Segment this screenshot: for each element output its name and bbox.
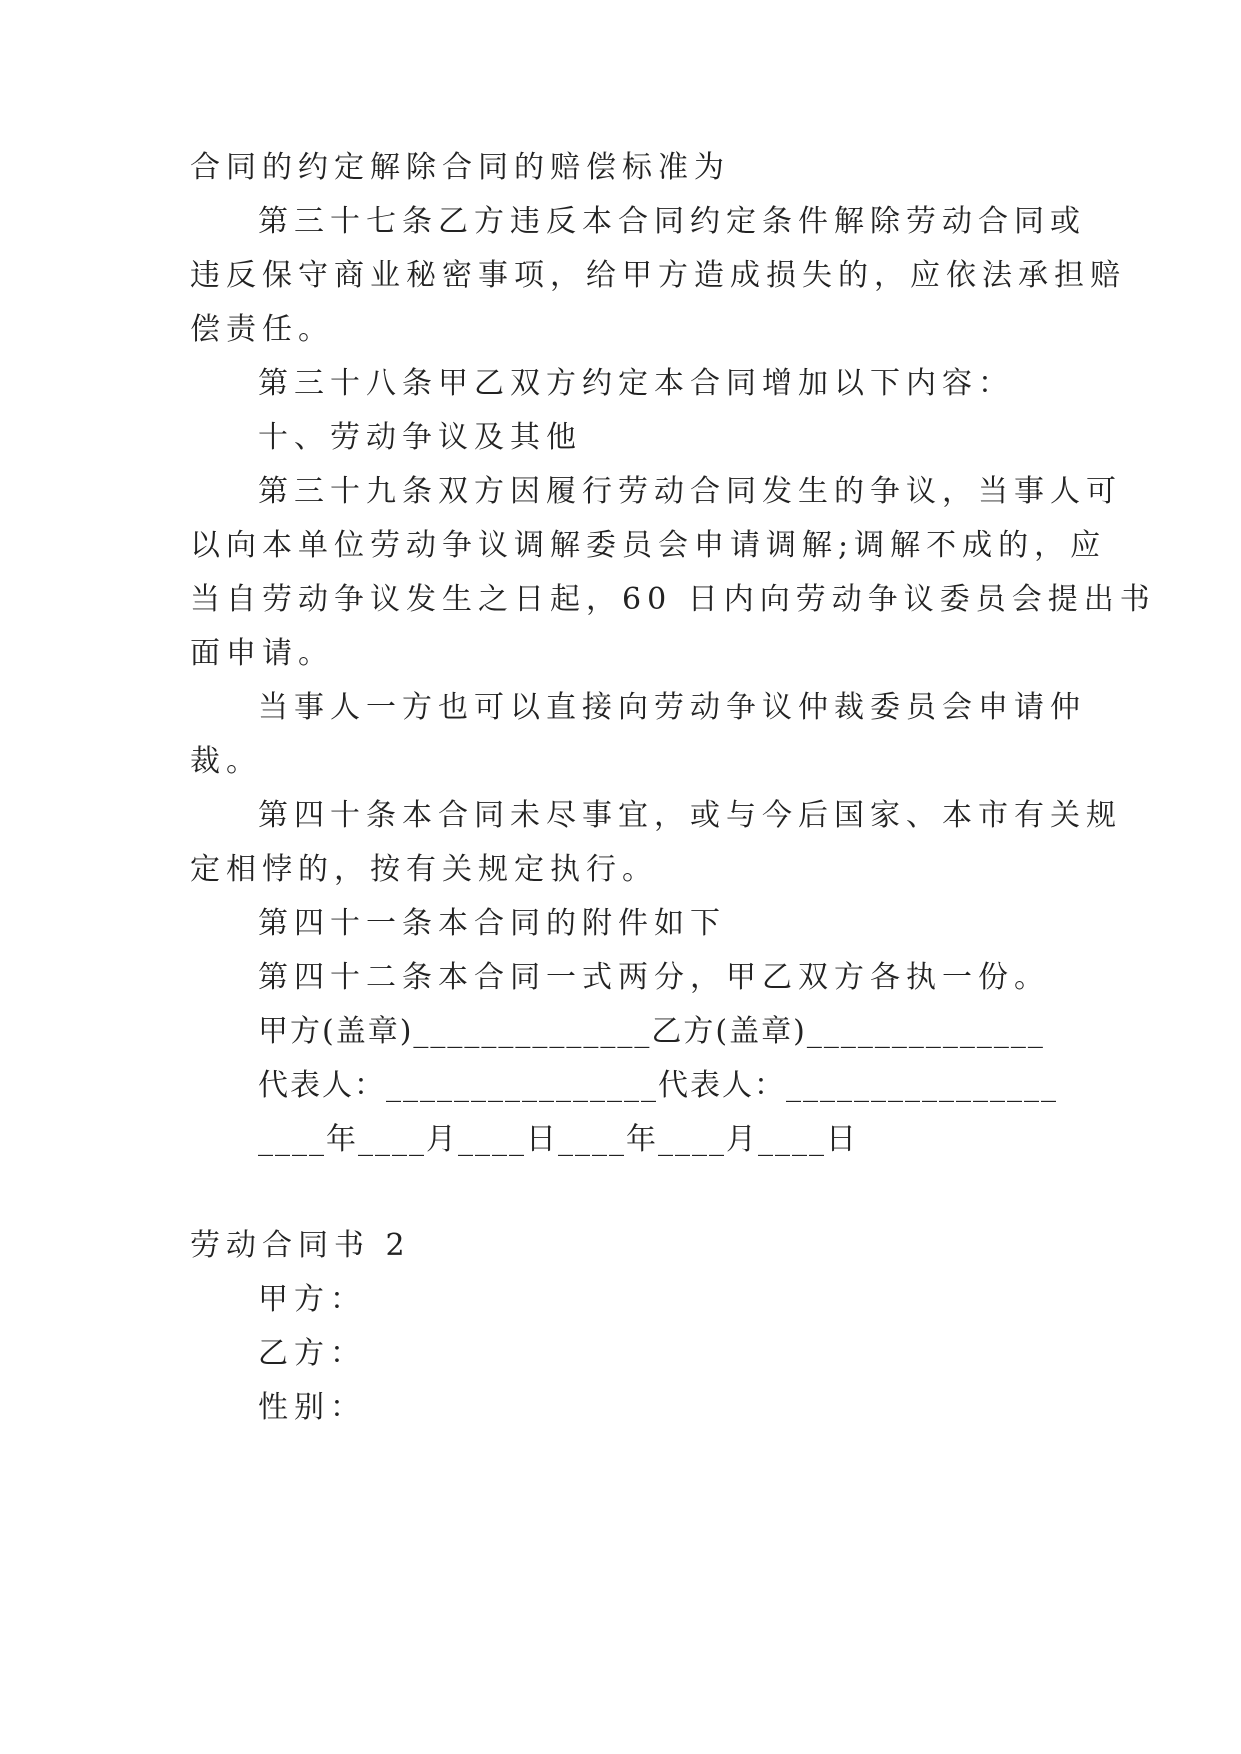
paragraph-line: 当事人一方也可以直接向劳动争议仲裁委员会申请仲 xyxy=(258,690,1086,725)
paragraph-line: 合同的约定解除合同的赔偿标准为 xyxy=(190,150,730,185)
clause-37-line: 第三十七条乙方违反本合同约定条件解除劳动合同或 xyxy=(258,204,1086,239)
clause-37-line: 违反保守商业秘密事项，给甲方造成损失的，应依法承担赔 xyxy=(190,258,1126,293)
party-a-label: 甲方： xyxy=(258,1282,366,1317)
signature-representative-line: 代表人：________________代表人：________________ xyxy=(258,1068,1058,1103)
clause-41-line: 第四十一条本合同的附件如下 xyxy=(258,906,726,941)
section-heading: 十、劳动争议及其他 xyxy=(258,420,582,455)
clause-39-line: 面申请。 xyxy=(190,636,334,671)
clause-40-line: 定相悖的，按有关规定执行。 xyxy=(190,852,658,887)
clause-42-line: 第四十二条本合同一式两分，甲乙双方各执一份。 xyxy=(258,960,1050,995)
clause-39-line: 以向本单位劳动争议调解委员会申请调解;调解不成的，应 xyxy=(190,528,1107,563)
party-b-label: 乙方： xyxy=(258,1336,366,1371)
clause-39-line: 第三十九条双方因履行劳动合同发生的争议，当事人可 xyxy=(258,474,1122,509)
document-title: 劳动合同书 2 xyxy=(190,1228,411,1263)
paragraph-line: 裁。 xyxy=(190,744,262,779)
clause-39-line: 当自劳动争议发生之日起，60 日内向劳动争议委员会提出书 xyxy=(190,582,1156,617)
gender-label: 性别： xyxy=(258,1390,366,1425)
clause-40-line: 第四十条本合同未尽事宜，或与今后国家、本市有关规 xyxy=(258,798,1122,833)
signature-seal-line: 甲方(盖章)______________乙方(盖章)______________ xyxy=(258,1014,1045,1049)
signature-date-line: ____年____月____日____年____月____日 xyxy=(258,1122,858,1157)
clause-37-line: 偿责任。 xyxy=(190,312,334,347)
clause-38-line: 第三十八条甲乙双方约定本合同增加以下内容： xyxy=(258,366,1014,401)
